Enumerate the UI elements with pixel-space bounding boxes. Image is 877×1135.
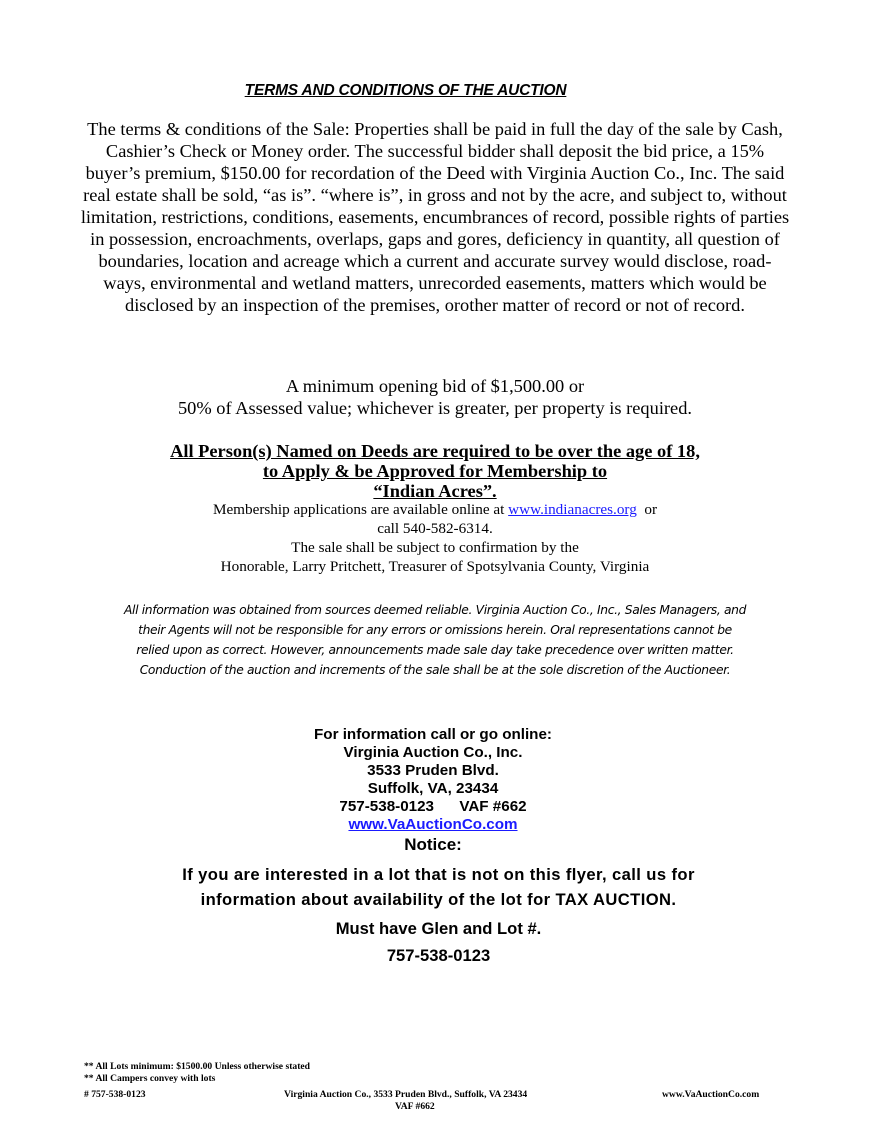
membership-info (80, 500, 790, 576)
notice-line-1: If you are interested in a lot that is not on this flyer, call us for (182, 865, 695, 884)
membership-requirement-line-3: “Indian Acres”. (373, 481, 497, 501)
notice-message (0, 862, 877, 912)
membership-requirement-line-2: to Apply & be Approved for Membership to (262, 461, 608, 481)
disclaimer-paragraph: All information was obtained from sources deemed reliable. Virginia Auction Co., Inc., Sales Managers, and their Agents will not be responsible for any errors or omissions herein. Oral representations cannot be relied upon as correct. However, announcements made sale day take precedence over written matter. Conduction of the auction and increments of the sale shall be at the sole discretion of the Auctioneer. (123, 603, 747, 677)
terms-paragraph: The terms & conditions of the Sale: Properties shall be paid in full the day of the sale by Cash, Cashier’s Check or Money order. The successful bidder shall deposit the bid price, a 15% buyer’s premium, $150.00 for recordation of the Deed with Virginia Auction Co., Inc. The said real estate shall be sold, “as is”. “where is”, in gross and not by the acre, and subject to, without limitation, restrictions, conditions, easements, encumbrances of record, possible rights of parties in possession, encroachments, overlaps, gaps and gores, deficiency in quantity, all question of boundaries, location and acreage which a current and accurate survey would disclose, road- ways, environmental and wetland matters, unrecorded easements, matters which would be disclosed by an inspection of the premises, orother matter of record or not of record. (80, 119, 790, 315)
footer-note-lots: ** All Lots minimum: $1500.00 Unless otherwise stated (84, 1061, 310, 1072)
membership-application-or: or (636, 501, 658, 518)
notice-line-2: information about availability of the lot for TAX AUCTION. (200, 890, 677, 909)
footer-vaf: VAF #662 (395, 1101, 435, 1112)
contact-vaf: VAF #662 (459, 798, 527, 815)
contact-city: Suffolk, VA, 23434 (367, 780, 499, 797)
page-title: TERMS AND CONDITIONS OF THE AUCTION (244, 82, 567, 99)
auction-website-link[interactable]: www.VaAuctionCo.com (348, 816, 518, 833)
confirmation-line-2: Honorable, Larry Pritchett, Treasurer of Spotsylvania County, Virginia (220, 558, 650, 575)
membership-application-text: Membership applications are available online at (212, 501, 509, 518)
membership-requirement-line-1: All Person(s) Named on Deeds are required to be over the age of 18, (170, 441, 700, 461)
contact-street: 3533 Pruden Blvd. (367, 762, 499, 779)
footer-notes (84, 1061, 310, 1085)
contact-phone: 757-538-0123 (339, 798, 434, 815)
contact-section (0, 726, 866, 856)
footer-website: www.VaAuctionCo.com (662, 1089, 760, 1100)
indianacres-link[interactable]: www.indianacres.org (508, 501, 637, 518)
footer-address: Virginia Auction Co., 3533 Pruden Blvd., Suffolk, VA 23434 (284, 1089, 528, 1100)
minimum-bid-line-1: A minimum opening bid of $1,500.00 or (285, 376, 585, 396)
contact-intro: For information call or go online: (314, 726, 552, 743)
minimum-bid-line-2: 50% of Assessed value; whichever is greater, per property is required. (177, 398, 693, 418)
contact-phone-vaf-line (0, 798, 866, 816)
confirmation-line-1: The sale shall be subject to confirmation by the (291, 539, 579, 556)
contact-company: Virginia Auction Co., Inc. (343, 744, 523, 761)
membership-requirement (80, 441, 790, 501)
minimum-bid-section (80, 375, 790, 419)
membership-call-line: call 540-582-6314. (377, 520, 493, 537)
footer-phone: # 757-538-0123 (84, 1089, 146, 1100)
membership-application-line (80, 500, 790, 519)
notice-phone: 757-538-0123 (386, 946, 491, 965)
glen-lot-requirement: Must have Glen and Lot #. (335, 919, 542, 938)
footer-note-campers: ** All Campers convey with lots (84, 1073, 216, 1084)
notice-label: Notice: (404, 835, 462, 854)
